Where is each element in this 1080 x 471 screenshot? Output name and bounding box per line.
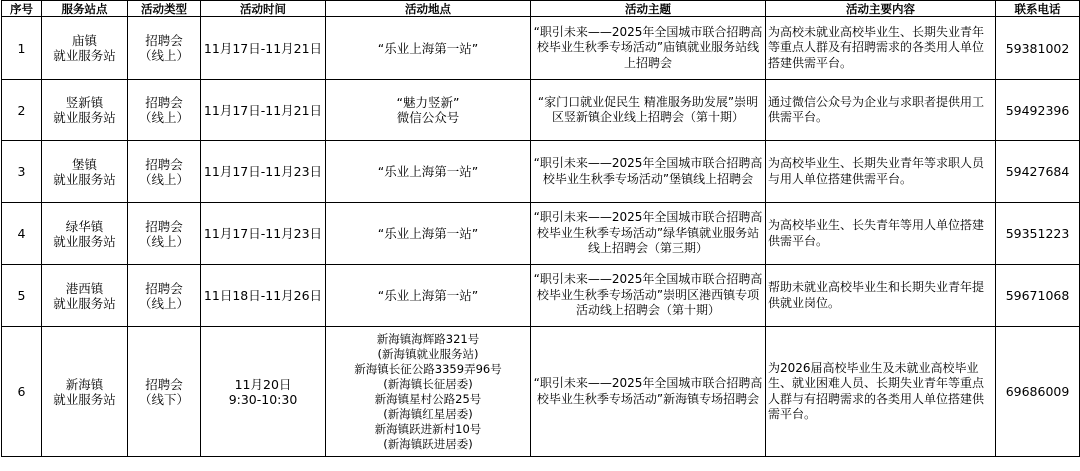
header-station: 服务站点: [42, 1, 128, 17]
table-row: [2, 141, 1080, 203]
location-line: “乐业上海第一站”: [377, 164, 479, 179]
time-line: 11日18日-11月26日: [203, 288, 323, 303]
location-line: (新海镇红星居委): [383, 406, 473, 421]
station-line: 港西镇: [65, 280, 104, 296]
station-line: 绿华镇: [65, 218, 104, 234]
theme-cell: “职引未来——2025年全国城市联合招聘高校毕业生秋季专场活动”庙镇就业服务站线上招聘会: [531, 17, 766, 80]
row-index-cell: 1: [2, 17, 42, 80]
station-line: 就业服务站: [53, 295, 116, 311]
station-cell: [42, 141, 128, 203]
location-line: 微信公众号: [396, 110, 460, 125]
theme-cell: “职引未来——2025年全国城市联合招聘高校毕业生秋季专场活动”新海镇专场招聘会: [531, 327, 766, 457]
location-cell: [326, 203, 531, 265]
location-line: “乐业上海第一站”: [377, 40, 479, 56]
location-line: 新海镇长征公路3359弄96号: [354, 361, 502, 376]
event-time-cell: [201, 203, 326, 265]
table-header: [2, 1, 1080, 17]
location-line: “乐业上海第一站”: [377, 288, 479, 303]
table-row: [2, 203, 1080, 265]
phone-cell: 59671068: [996, 265, 1080, 327]
phone-cell: 59351223: [996, 203, 1080, 265]
table-row: [2, 265, 1080, 327]
table-row: [2, 17, 1080, 80]
station-cell: [42, 265, 128, 327]
station-cell: [42, 80, 128, 141]
event-type-cell: [128, 203, 201, 265]
station-line: 就业服务站: [53, 233, 116, 249]
time-line: 11月17日-11月23日: [203, 164, 323, 179]
station-line: 新海镇: [65, 376, 104, 392]
type-line: （线上）: [138, 295, 189, 311]
location-line: (新海镇长征居委): [383, 376, 473, 391]
recruitment-events-table: [1, 0, 1080, 457]
type-line: （线下）: [138, 391, 189, 407]
type-line: （线上）: [138, 171, 189, 187]
time-line: 11月17日-11月21日: [203, 40, 323, 56]
event-type-cell: [128, 141, 201, 203]
time-line: 11月20日: [234, 376, 292, 392]
theme-cell: “家门口就业促民生 精准服务助发展”崇明区竖新镇企业线上招聘会（第十期）: [531, 80, 766, 141]
station-line: 就业服务站: [53, 171, 116, 187]
header-theme: 活动主题: [531, 1, 766, 17]
time-line: 11月17日-11月23日: [203, 226, 323, 241]
header-time: 活动时间: [201, 1, 326, 17]
station-line: 就业服务站: [53, 48, 116, 63]
table-row: [2, 327, 1080, 457]
content-cell: 为高校未就业高校毕业生、长期失业青年等重点人群及有招聘需求的各类用人单位搭建供需平台。: [766, 17, 996, 80]
location-cell: [326, 327, 531, 457]
content-cell: 为高校毕业生、长失青年等用人单位搭建供需平台。: [766, 203, 996, 265]
time-line: 11月17日-11月21日: [203, 102, 323, 118]
table-row: [2, 80, 1080, 141]
event-type-cell: [128, 80, 201, 141]
event-type-cell: [128, 17, 201, 80]
content-cell: 为2026届高校毕业生及未就业高校毕业生、就业困难人员、长期失业青年等重点人群与有招聘需求的各类用人单位搭建供需平台。: [766, 327, 996, 457]
phone-cell: 59427684: [996, 141, 1080, 203]
header-content: 活动主要内容: [766, 1, 996, 17]
location-line: 新海镇跃进新村10号: [374, 421, 482, 436]
theme-cell: “职引未来——2025年全国城市联合招聘高校毕业生秋季专场活动”堡镇线上招聘会: [531, 141, 766, 203]
header-location: 活动地点: [326, 1, 531, 17]
station-cell: [42, 17, 128, 80]
type-line: 招聘会: [145, 376, 183, 392]
table-body: [2, 17, 1080, 457]
header-row: [2, 1, 1080, 17]
type-line: （线上）: [138, 233, 189, 249]
header-type: 活动类型: [128, 1, 201, 17]
station-line: 竖新镇: [65, 95, 104, 110]
theme-cell: “职引未来——2025年全国城市联合招聘高校毕业生秋季专场活动”绿华镇就业服务站线上招聘会（第三期）: [531, 203, 766, 265]
theme-cell: “职引未来——2025年全国城市联合招聘高校毕业生秋季专场活动”崇明区港西镇专项活动线上招聘会（第十期）: [531, 265, 766, 327]
station-cell: [42, 203, 128, 265]
location-cell: [326, 17, 531, 80]
row-index-cell: 6: [2, 327, 42, 457]
content-cell: 通过微信公众号为企业与求职者提供用工供需平台。: [766, 80, 996, 141]
station-line: 庙镇: [71, 33, 97, 48]
type-line: 招聘会: [145, 156, 183, 172]
location-cell: [326, 141, 531, 203]
row-index-cell: 5: [2, 265, 42, 327]
content-cell: 帮助未就业高校毕业生和长期失业青年提供就业岗位。: [766, 265, 996, 327]
station-cell: [42, 327, 128, 457]
type-line: （线上）: [138, 48, 189, 63]
row-index-cell: 4: [2, 203, 42, 265]
phone-cell: 69686009: [996, 327, 1080, 457]
event-type-cell: [128, 327, 201, 457]
event-time-cell: [201, 327, 326, 457]
event-time-cell: [201, 141, 326, 203]
station-line: 就业服务站: [53, 391, 116, 407]
phone-cell: 59492396: [996, 80, 1080, 141]
row-index-cell: 2: [2, 80, 42, 141]
phone-cell: 59381002: [996, 17, 1080, 80]
location-line: (新海镇跃进居委): [383, 436, 473, 451]
event-time-cell: [201, 80, 326, 141]
location-line: “乐业上海第一站”: [377, 226, 479, 241]
header-index: 序号: [2, 1, 42, 17]
event-time-cell: [201, 265, 326, 327]
type-line: 招聘会: [145, 218, 183, 234]
header-phone: 联系电话: [996, 1, 1080, 17]
location-line: 新海镇星村公路25号: [374, 391, 482, 406]
time-line: 9:30-10:30: [228, 391, 298, 407]
event-time-cell: [201, 17, 326, 80]
type-line: （线上）: [138, 110, 189, 125]
location-line: “魅力竖新”: [396, 95, 460, 110]
location-cell: [326, 265, 531, 327]
location-line: 新海镇海辉路321号: [376, 331, 480, 346]
type-line: 招聘会: [145, 33, 183, 48]
station-line: 堡镇: [71, 156, 97, 172]
event-type-cell: [128, 265, 201, 327]
type-line: 招聘会: [145, 95, 183, 110]
content-cell: 为高校毕业生、长期失业青年等求职人员与用人单位搭建供需平台。: [766, 141, 996, 203]
type-line: 招聘会: [145, 280, 183, 296]
row-index-cell: 3: [2, 141, 42, 203]
location-cell: [326, 80, 531, 141]
location-line: (新海镇就业服务站): [377, 346, 479, 361]
station-line: 就业服务站: [53, 110, 116, 125]
